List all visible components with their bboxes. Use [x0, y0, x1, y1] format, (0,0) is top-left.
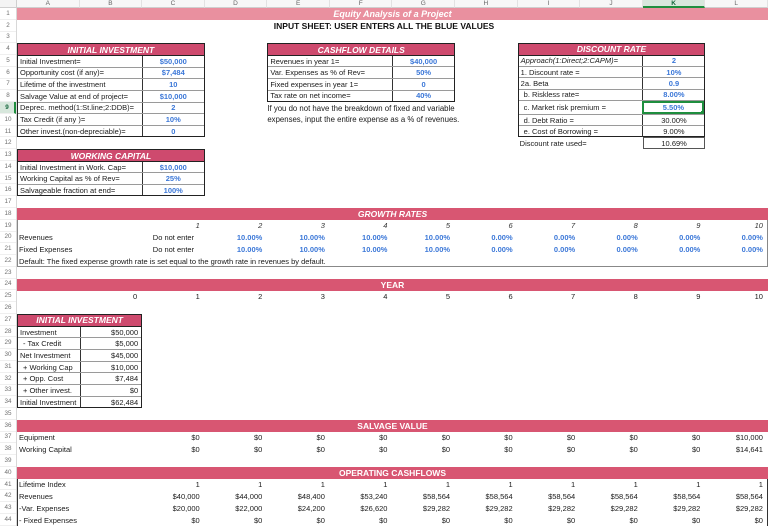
spacer [17, 220, 142, 232]
cashflow-cell[interactable]: $58,564 [673, 492, 701, 502]
cashflow-cell[interactable]: $0 [692, 515, 701, 525]
cashflow-cell[interactable]: 1 [571, 480, 576, 490]
table-row [18, 350, 141, 362]
row-header[interactable]: 20 [0, 232, 16, 244]
col-header-k-selected[interactable]: K [643, 0, 706, 8]
cashflow-cell[interactable]: 1 [696, 480, 701, 490]
cell-label[interactable]: Discount rate used= [519, 138, 587, 148]
cashflow-cell[interactable]: $58,564 [735, 492, 763, 502]
cashflow-cell[interactable]: $53,240 [360, 492, 388, 502]
sheet-subtitle[interactable]: INPUT SHEET: USER ENTERS ALL THE BLUE VALUES [273, 20, 495, 31]
row-header[interactable]: 22 [0, 255, 16, 267]
var-expenses-row [17, 502, 768, 514]
cashflow-cell[interactable]: $0 [566, 515, 576, 525]
cell-value[interactable]: 10 [142, 79, 204, 90]
cell-value[interactable]: 30.00% [642, 115, 704, 125]
cell-label[interactable]: Deprec. method(1:St.line;2:DDB)= [20, 103, 135, 113]
initial-investment-input-table [17, 43, 205, 137]
cashflow-cell[interactable]: $29,282 [485, 503, 513, 513]
cell-value[interactable]: 2 [142, 103, 204, 114]
col-header-e[interactable]: E [267, 0, 330, 8]
salvage-cell[interactable]: $0 [253, 444, 263, 454]
growth-cell[interactable]: 0.00% [616, 233, 638, 243]
row-header[interactable]: 3 [0, 32, 16, 44]
year-header-cell[interactable]: 3 [320, 221, 325, 231]
cell-value[interactable]: 10% [642, 67, 704, 77]
table-row [18, 114, 204, 126]
table-header[interactable]: INITIAL INVESTMENT [18, 44, 204, 56]
table-row [519, 90, 705, 101]
row-header[interactable]: 42 [0, 490, 16, 502]
cell-value[interactable]: 50% [392, 67, 454, 78]
cell-label[interactable]: + Working Cap [23, 362, 73, 372]
table-header[interactable]: DISCOUNT RATE [519, 44, 705, 55]
sheet-title-banner[interactable]: Equity Analysis of a Project [17, 8, 768, 20]
cashflow-cell[interactable]: $58,564 [610, 492, 638, 502]
row-header[interactable]: 13 [0, 149, 16, 161]
cashflow-cell[interactable]: $40,000 [172, 492, 200, 502]
year-header-cell[interactable]: 7 [571, 221, 576, 231]
cashflow-cell[interactable]: $44,000 [235, 492, 263, 502]
row-header[interactable]: 21 [0, 243, 16, 255]
row-header[interactable]: 27 [0, 314, 16, 326]
discount-rate-table [518, 43, 706, 137]
cashflow-cell[interactable]: $29,282 [422, 503, 451, 513]
salvage-cell[interactable]: $0 [566, 433, 576, 443]
row-header[interactable]: 5 [0, 55, 16, 67]
growth-years-row [17, 220, 768, 232]
row-header[interactable]: 10 [0, 114, 16, 126]
table-row [18, 162, 204, 174]
cell-value[interactable]: $7,484 [142, 68, 204, 79]
row-header[interactable]: 31 [0, 361, 16, 373]
cell-value[interactable]: $10,000 [80, 362, 142, 373]
row-header[interactable]: 15 [0, 173, 16, 185]
cashflow-cell[interactable]: $29,282 [548, 503, 576, 513]
year-header-cell[interactable]: 6 [508, 221, 513, 231]
cell-label[interactable]: Net Investment [20, 350, 71, 360]
cell-value[interactable]: 2 [642, 56, 704, 66]
cashflow-cell[interactable]: 1 [195, 480, 200, 490]
growth-cell[interactable]: 0.00% [679, 244, 701, 254]
cell-value[interactable]: $5,000 [80, 338, 142, 349]
cell-label[interactable]: 1. Discount rate = [520, 67, 580, 77]
table-row [268, 56, 454, 68]
cell-value[interactable]: $50,000 [80, 327, 142, 338]
cashflow-cell[interactable]: $29,282 [610, 503, 638, 513]
row-header-gutter[interactable] [0, 8, 17, 526]
cashflow-cell[interactable]: $0 [504, 515, 513, 525]
year-header-cell[interactable]: 2 [258, 221, 263, 231]
year-cell[interactable]: 9 [696, 291, 701, 301]
table-row [519, 115, 705, 126]
row-header[interactable]: 34 [0, 396, 16, 408]
row-label[interactable]: - Fixed Expenses [19, 515, 77, 525]
initial-investment-calc-table [17, 314, 142, 408]
discount-rate-used-row [518, 137, 706, 149]
cell-label[interactable]: Initial Investment [20, 397, 77, 407]
revenue-growth-row [17, 232, 768, 244]
salvage-value-banner[interactable]: SALVAGE VALUE [17, 420, 768, 432]
growth-rates-banner[interactable]: GROWTH RATES [17, 208, 768, 220]
table-row [18, 397, 141, 408]
row-header[interactable]: 4 [0, 43, 16, 55]
row-label[interactable]: -Var. Expenses [19, 503, 70, 513]
year-cell[interactable]: 4 [383, 291, 388, 301]
cell-value[interactable]: 40% [392, 91, 454, 102]
row-header[interactable]: 38 [0, 443, 16, 455]
cashflow-cell[interactable]: $29,282 [673, 503, 701, 513]
growth-cell[interactable]: 0.00% [553, 233, 576, 243]
cell-label[interactable]: Initial Investment= [20, 56, 81, 66]
cell-label[interactable]: Revenues in year 1= [270, 56, 340, 66]
table-row [18, 338, 141, 350]
salvage-cell[interactable]: $0 [191, 444, 200, 454]
row-header[interactable]: 16 [0, 184, 16, 196]
cashflow-cell[interactable]: 1 [508, 480, 513, 490]
table-row [519, 67, 705, 78]
table-row [519, 78, 705, 89]
cashflow-cell[interactable]: 1 [320, 480, 325, 490]
row-header[interactable]: 18 [0, 208, 16, 220]
col-header-a[interactable]: A [17, 0, 80, 8]
salvage-cell[interactable]: $0 [441, 433, 451, 443]
table-row [519, 56, 705, 67]
col-header-j[interactable]: J [580, 0, 643, 8]
row-header[interactable]: 43 [0, 502, 16, 514]
row-label[interactable]: Equipment [19, 433, 55, 443]
cell-label[interactable]: Tax Credit (if any )= [20, 114, 86, 124]
growth-cell[interactable]: 10.00% [236, 244, 263, 254]
note-line: If you do not have the breakdown of fixed and variable [267, 103, 455, 113]
fixed-expense-growth-row [17, 243, 768, 255]
salvage-cell[interactable]: $0 [316, 444, 325, 454]
cell-label[interactable]: d. Debt Ratio = [523, 115, 574, 125]
spacer [80, 243, 143, 255]
cashflow-cell[interactable]: $24,200 [297, 503, 325, 513]
growth-cell[interactable]: 10.00% [236, 233, 263, 243]
year-cell[interactable]: 1 [195, 291, 200, 301]
cell-value[interactable]: $62,484 [80, 397, 142, 408]
cell-label[interactable]: Tax rate on net income= [270, 91, 351, 101]
cashflow-cell[interactable]: $0 [629, 515, 638, 525]
growth-cell[interactable]: 0.00% [741, 233, 763, 243]
salvage-cell[interactable]: $0 [316, 433, 325, 443]
growth-cell[interactable]: 10.00% [424, 244, 451, 254]
year-cell[interactable]: 8 [633, 291, 638, 301]
salvage-cell[interactable]: $0 [191, 433, 200, 443]
col-header-c[interactable]: C [142, 0, 205, 8]
cell-value[interactable]: 0 [142, 126, 204, 137]
row-label[interactable]: Working Capital [19, 444, 72, 454]
row-header[interactable]: 19 [0, 220, 16, 232]
selected-cell-k9[interactable]: 5.50% [642, 101, 704, 114]
row-label[interactable]: Revenues [19, 492, 53, 502]
col-header-d[interactable]: D [205, 0, 268, 8]
lifetime-index-row [17, 479, 768, 491]
salvage-cell[interactable]: $0 [379, 433, 388, 443]
cell-value[interactable]: 10% [142, 114, 204, 125]
row-header[interactable]: 8 [0, 90, 16, 102]
row-header[interactable]: 39 [0, 455, 16, 467]
table-header[interactable]: WORKING CAPITAL [18, 150, 204, 162]
salvage-working-capital-row [17, 444, 768, 456]
cashflow-cell[interactable]: 1 [258, 480, 263, 490]
table-row [18, 126, 204, 137]
cell-label[interactable]: Salvageable fraction at end= [20, 185, 116, 195]
salvage-cell[interactable]: $0 [692, 433, 701, 443]
cell-label[interactable]: c. Market risk premium = [523, 102, 606, 112]
year-cell[interactable]: 3 [320, 291, 325, 301]
growth-default-footnote[interactable]: Default: The fixed expense growth rate is set equal to the growth rate in revenues by default. [19, 256, 326, 266]
row-header[interactable]: 36 [0, 420, 16, 432]
cell-label[interactable]: Fixed expenses in year 1= [270, 79, 359, 89]
cell-label[interactable]: + Opp. Cost [23, 374, 64, 384]
cell-value[interactable]: $7,484 [80, 373, 142, 384]
row-header[interactable]: 37 [0, 432, 16, 444]
year-cell[interactable]: 10 [754, 291, 763, 301]
year-cell[interactable]: 2 [258, 291, 263, 301]
cell-value[interactable]: 0 [392, 79, 454, 90]
cell-label[interactable]: b. Riskless rate= [523, 90, 580, 100]
salvage-equipment-row [17, 432, 768, 444]
year-cell[interactable]: 0 [132, 291, 138, 301]
working-capital-table [17, 149, 205, 196]
row-header[interactable]: 17 [0, 196, 16, 208]
growth-cell[interactable]: 0.00% [491, 244, 513, 254]
row-header[interactable]: 12 [0, 137, 16, 149]
growth-cell[interactable]: 0.00% [616, 244, 638, 254]
cashflow-cell[interactable]: 1 [445, 480, 451, 490]
cell-value[interactable]: $40,000 [392, 56, 454, 67]
cashflow-cell[interactable]: $58,564 [485, 492, 513, 502]
table-row [519, 126, 705, 136]
row-header[interactable]: 1 [0, 8, 16, 20]
spacer [17, 291, 80, 303]
row-header[interactable]: 30 [0, 349, 16, 361]
row-header[interactable]: 35 [0, 408, 16, 420]
cell-label[interactable]: Other invest.(non-depreciable)= [20, 126, 126, 136]
row-header[interactable]: 41 [0, 479, 16, 491]
salvage-cell[interactable]: $0 [692, 444, 701, 454]
cell-value[interactable]: $0 [80, 385, 142, 396]
table-row [18, 68, 204, 80]
cashflow-details-table [267, 43, 455, 102]
cell-value[interactable]: 100% [142, 185, 204, 196]
row-header[interactable]: 23 [0, 267, 16, 279]
fixed-expenses-row [17, 514, 768, 526]
cashflow-cell[interactable]: $58,564 [548, 492, 576, 502]
cell-label[interactable]: 2a. Beta [520, 78, 549, 88]
salvage-cell[interactable]: $0 [629, 444, 638, 454]
table-row [18, 385, 141, 397]
col-header-h[interactable]: H [455, 0, 518, 8]
growth-cell[interactable]: 10.00% [299, 244, 325, 254]
select-all-corner[interactable] [0, 0, 17, 8]
growth-cell[interactable]: 10.00% [424, 233, 451, 243]
year-header-cell[interactable]: 10 [754, 221, 763, 231]
cell-label[interactable]: + Other invest. [23, 385, 72, 395]
row-header[interactable]: 25 [0, 290, 16, 302]
cashflow-cell[interactable]: $58,564 [422, 492, 451, 502]
row-header[interactable]: 14 [0, 161, 16, 173]
year-numbers-row [17, 291, 768, 303]
col-header-g[interactable]: G [392, 0, 455, 8]
col-header-i[interactable]: I [518, 0, 581, 8]
row-header[interactable]: 11 [0, 126, 16, 138]
col-header-l[interactable]: L [705, 0, 768, 8]
cell-label[interactable]: Salvage Value at end of project= [20, 91, 129, 101]
row-header[interactable]: 6 [0, 67, 16, 79]
cell-label[interactable]: Investment [20, 327, 57, 337]
row-header[interactable]: 44 [0, 514, 16, 526]
cashflow-cell[interactable]: 1 [383, 480, 388, 490]
table-row [18, 185, 204, 196]
row-header[interactable]: 9 [0, 102, 16, 114]
table-row [18, 373, 141, 385]
cell-label[interactable]: Initial Investment in Work. Cap= [20, 162, 126, 172]
table-row [268, 91, 454, 102]
row-header[interactable]: 2 [0, 20, 16, 32]
cashflow-cell[interactable]: $0 [754, 515, 763, 525]
salvage-cell[interactable]: $0 [504, 444, 513, 454]
cashflow-note[interactable] [267, 102, 517, 126]
cell-value[interactable]: $50,000 [142, 56, 204, 67]
growth-cell[interactable]: 0.00% [553, 244, 576, 254]
do-not-enter-cell[interactable]: Do not enter [152, 233, 195, 243]
salvage-cell[interactable]: $0 [504, 433, 513, 443]
growth-cell[interactable]: 0.00% [491, 233, 513, 243]
row-header[interactable]: 29 [0, 337, 16, 349]
year-header-cell[interactable]: 8 [633, 221, 638, 231]
cell-label[interactable]: Lifetime of the investment [20, 80, 106, 90]
table-header[interactable]: CASHFLOW DETAILS [268, 44, 454, 56]
cell-label[interactable]: e. Cost of Borrowing = [523, 126, 599, 136]
row-label[interactable]: Lifetime Index [19, 480, 66, 490]
cashflow-cell[interactable]: $48,400 [297, 492, 325, 502]
cell-value[interactable]: 9.00% [642, 126, 704, 136]
table-row [268, 79, 454, 91]
cashflow-cell[interactable]: $0 [441, 515, 451, 525]
cell-label[interactable]: Approach(1:Direct;2:CAPM)= [520, 56, 618, 66]
row-header[interactable]: 24 [0, 279, 16, 291]
year-banner[interactable]: YEAR [17, 279, 768, 291]
growth-cell[interactable]: 10.00% [299, 233, 325, 243]
year-header-cell[interactable]: 4 [383, 221, 388, 231]
row-header[interactable]: 26 [0, 302, 16, 314]
row-label[interactable]: Revenues [19, 233, 53, 243]
cashflow-cell[interactable]: $0 [316, 515, 325, 525]
cashflow-cell[interactable]: $0 [191, 515, 200, 525]
cell-value[interactable]: 10.69% [643, 137, 706, 149]
year-header-cell[interactable]: 5 [445, 221, 451, 231]
year-header-cell[interactable]: 1 [195, 221, 200, 231]
cell-value[interactable]: 8.00% [642, 90, 704, 100]
salvage-cell[interactable]: $0 [566, 444, 576, 454]
year-cell[interactable]: 6 [508, 291, 513, 301]
salvage-cell[interactable]: $0 [253, 433, 263, 443]
cashflow-cell[interactable]: $29,282 [735, 503, 763, 513]
do-not-enter-cell[interactable]: Do not enter [152, 244, 195, 254]
cashflow-cell[interactable]: $26,620 [360, 503, 388, 513]
cell-label[interactable]: Var. Expenses as % of Rev= [270, 68, 366, 78]
year-header-cell[interactable]: 9 [696, 221, 701, 231]
cashflow-cell[interactable]: $0 [253, 515, 263, 525]
table-row [18, 56, 204, 68]
cell-label[interactable]: Working Capital as % of Rev= [20, 174, 120, 184]
table-row [18, 173, 204, 185]
salvage-cell[interactable]: $0 [441, 444, 451, 454]
table-row [18, 362, 141, 374]
cell-label[interactable]: Opportunity cost (if any)= [20, 68, 104, 78]
operating-cashflows-banner[interactable]: OPERATING CASHFLOWS [17, 467, 768, 479]
note-line: expenses, input the entire expense as a % of revenues. [267, 115, 460, 125]
growth-cell[interactable]: 10.00% [362, 244, 388, 254]
cell-value[interactable]: 0.9 [642, 78, 704, 88]
salvage-cell[interactable]: $0 [379, 444, 388, 454]
year-cell[interactable]: 5 [445, 291, 451, 301]
cell-value[interactable]: $45,000 [80, 350, 142, 361]
spacer [80, 232, 143, 244]
table-row [18, 327, 141, 339]
cell-label[interactable]: - Tax Credit [23, 339, 62, 349]
row-header[interactable]: 33 [0, 385, 16, 397]
cell-value[interactable]: 25% [142, 173, 204, 184]
growth-cell[interactable]: 0.00% [741, 244, 763, 254]
table-row [18, 79, 204, 91]
cashflow-cell[interactable]: $20,000 [172, 503, 200, 513]
table-row [18, 103, 204, 115]
growth-cell[interactable]: 10.00% [362, 233, 388, 243]
salvage-cell[interactable]: $10,000 [735, 433, 763, 443]
cashflow-cell[interactable]: $22,000 [235, 503, 263, 513]
row-label[interactable]: Fixed Expenses [19, 244, 73, 254]
col-header-f[interactable]: F [330, 0, 393, 8]
cashflow-cell[interactable]: 1 [758, 480, 763, 490]
cashflow-cell[interactable]: $0 [379, 515, 388, 525]
salvage-cell[interactable]: $14,641 [735, 444, 763, 454]
growth-cell[interactable]: 0.00% [679, 233, 701, 243]
row-header[interactable]: 40 [0, 467, 16, 479]
row-header[interactable]: 7 [0, 79, 16, 91]
revenues-row [17, 491, 768, 503]
row-header[interactable]: 28 [0, 326, 16, 338]
cell-value[interactable]: $10,000 [142, 162, 204, 173]
cell-value[interactable]: $10,000 [142, 91, 204, 102]
year-cell[interactable]: 7 [571, 291, 576, 301]
cashflow-cell[interactable]: 1 [633, 480, 638, 490]
col-header-b[interactable]: B [80, 0, 143, 8]
salvage-cell[interactable]: $0 [629, 433, 638, 443]
table-header[interactable]: INITIAL INVESTMENT [18, 315, 141, 327]
row-header[interactable]: 32 [0, 373, 16, 385]
table-row [268, 67, 454, 79]
table-row [519, 101, 705, 115]
table-row [18, 91, 204, 103]
